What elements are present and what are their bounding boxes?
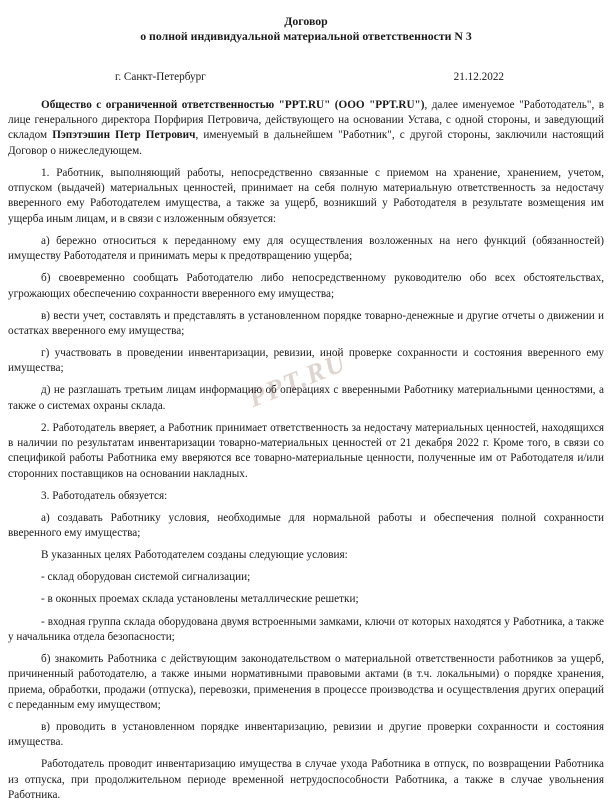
document-title-line1: Договор: [284, 14, 328, 28]
condition-item-2: - в оконных проемах склада установлены металлические решетки;: [41, 593, 359, 606]
clause-3-item-a: а) создавать Работнику условия, необходимые для нормальной работы и обеспечения полной сохранности вверенного ему имущества;: [8, 511, 604, 540]
clause-1-item-v: в) вести учет, составлять и представлять в установленном порядке товарно-денежные и другие отчеты о движении и остатках вверенного ему имущества;: [8, 309, 604, 337]
intro-paragraph: [8, 98, 604, 159]
city-date-row: [8, 70, 604, 85]
conditions-intro: В указанных целях Работодателем созданы следующие условия:: [41, 549, 348, 562]
document-title-line2: о полной индивидуальной материальной ответственности N 3: [140, 29, 472, 44]
document-content: [8, 14, 604, 803]
clause-1-item-b: б) своевременно сообщать Работодателю либо непосредственному руководителю обо всех обстоятельствах, угрожающих обеспечению сохранности вверенного ему имущества;: [8, 272, 604, 300]
clause-1-item-g: г) участвовать в проведении инвентаризации, ревизии, иной проверке сохранности и состояния вверенного ему имущества;: [8, 347, 604, 375]
inventory-note: Работодатель проводит инвентаризацию имущества в случае ухода Работника в отпуск, по возвращении Работника из отпуска, при продолжительном периоде временной нетрудоспособности Работника, а также в случае увольнения Работника.: [8, 758, 604, 801]
intro-text-2: , именуемый в дальнейшем "Работник", с другой стороны, заключили настоящий Договор о нижеследующем.: [8, 129, 605, 157]
clause-1-item-a: а) бережно относиться к переданному ему для осуществления возложенных на него функций (обязанностей) имуществу Работодателя и принимать меры к предотвращению ущерба;: [8, 234, 604, 263]
employer-name: Общество с ограниченной ответственностью "PPT.RU" (ООО "PPT.RU"): [41, 98, 425, 111]
clause-3-item-b: б) знакомить Работника с действующим законодательством о материальной ответственности работников за ущерб, причиненный работодателю, а также иными нормативными правовыми актами (в т.ч. локальными) о порядке хранения, приема, обработки, продажи (отпуска), перевозки, применения в процессе производства и осуществления других операций с переданным ему имуществом;: [8, 652, 604, 711]
clause-1: 1. Работник, выполняющий работы, непосредственно связанные с приемом на хранение, хранением, учетом, отпуском (выдачей) материальных ценностей, принимает на себя полную материальную ответственность за недостачу вверенного ему Работодателем имущества, а также за ущерб, возникший у Работодателя в результате возмещения им ущерба иным лицам, и в связи с изложенным обязуется:: [8, 166, 604, 225]
clause-3-item-v: в) проводить в установленном порядке инвентаризацию, ревизии и другие проверки сохранности и состояния имущества.: [8, 720, 604, 749]
condition-item-1: - склад оборудован системой сигнализации;: [41, 571, 251, 584]
employee-name: Пэпэтэшин Петр Петрович: [52, 129, 196, 142]
clause-1-item-d: д) не разглашать третьим лицам информацию об операциях с вверенными Работнику материальными ценностями, а также о системах охраны склада.: [8, 384, 604, 412]
contract-city: г. Санкт-Петербург: [115, 70, 206, 83]
clause-2: 2. Работодатель вверяет, а Работник принимает ответственность за недостачу материальных ценностей, находящихся в наличии по результатам инвентаризации товарно-материальных ценностей от 21 декабря 2022 г. Кроме того, в связи со спецификой работы Работника ему вверяются все товарно-материальные ценности, полученные им от Работодателя и/или сторонних поставщиков на основании накладных.: [8, 421, 604, 480]
contract-date: 21.12.2022: [453, 70, 504, 83]
intro-text-1: , далее именуемое "Работодатель", в лице генерального директора Порфирия Петровича, действующего на основании Устава, с одной стороны, и заведующий складом: [8, 98, 604, 142]
condition-item-3: - входная группа склада оборудована двумя встроенными замками, ключи от которых находятся у Работника, а также у начальника отдела безопасности;: [8, 615, 604, 643]
clause-3-heading: 3. Работодатель обязуется:: [41, 489, 168, 502]
watermark: PPT.RU: [244, 346, 352, 413]
